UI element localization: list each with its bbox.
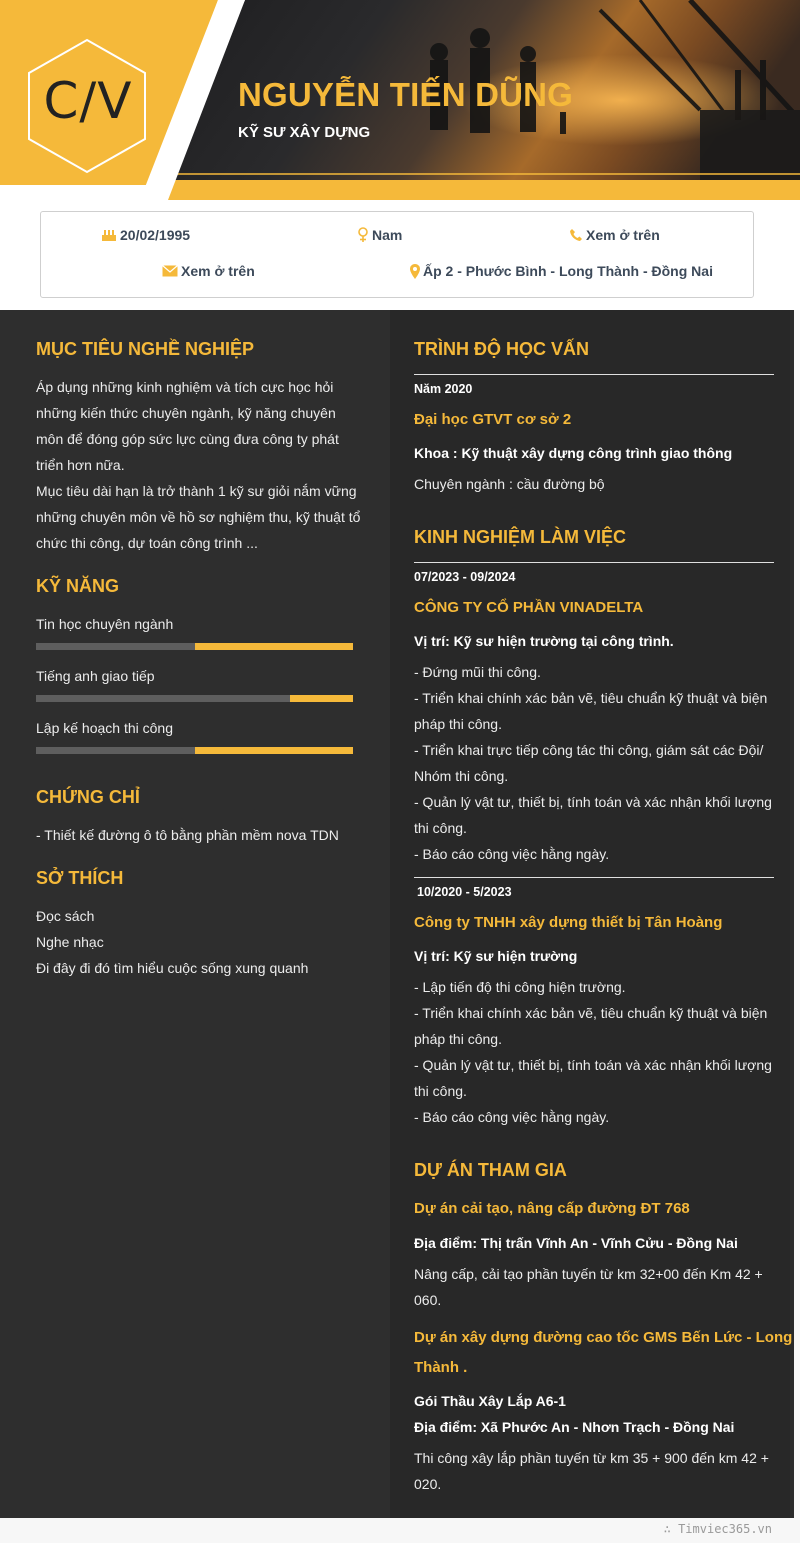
- birthday-cake-icon: [101, 228, 117, 242]
- project-desc-line: 020.: [414, 1476, 442, 1492]
- contact-email: [162, 263, 255, 279]
- job-duty-line: Nhóm thi công.: [414, 768, 509, 784]
- job-duty-line: - Triển khai chính xác bản vẽ, tiêu chuẩn kỹ thuật và biện: [414, 1005, 768, 1021]
- job-position: Vị trí: Kỹ sư hiện trường: [414, 948, 578, 964]
- job-period: 10/2020 - 5/2023: [417, 885, 512, 899]
- contact-gender: [357, 227, 402, 243]
- education-faculty: Khoa : Kỹ thuật xây dựng công trình giao thông: [414, 445, 733, 461]
- address-value: Ấp 2 - Phước Bình - Long Thành - Đồng Nai: [423, 263, 713, 279]
- education-title: TRÌNH ĐỘ HỌC VẤN: [414, 339, 589, 359]
- job-duty-line: pháp thi công.: [414, 1031, 502, 1047]
- job-duty-line: - Triển khai trực tiếp công tác thi công, giám sát các Đội/: [414, 742, 764, 758]
- hobbies-title: SỞ THÍCH: [36, 868, 124, 888]
- job-duty-line: - Quản lý vật tư, thiết bị, tính toán và xác nhận khối lượng: [414, 1057, 772, 1073]
- phone-value: Xem ở trên: [586, 227, 660, 243]
- job-duty-line: pháp thi công.: [414, 716, 502, 732]
- certificate-item: - Thiết kế đường ô tô bằng phần mềm nova TDN: [36, 827, 339, 843]
- skill-bar: [36, 747, 353, 754]
- hobby-item: Đọc sách: [36, 908, 95, 924]
- certificates-title: CHỨNG CHỈ: [36, 787, 140, 807]
- education-year: Năm 2020: [414, 382, 473, 396]
- skill-label: Tin học chuyên ngành: [36, 616, 174, 632]
- job-duty-line: thi công.: [414, 820, 467, 836]
- hobby-item: Nghe nhạc: [36, 934, 104, 950]
- birthday-value: 20/02/1995: [120, 227, 191, 243]
- objective-line: những chuyên môn về hồ sơ nghiệm thu, kỹ thuật tổ: [36, 509, 361, 525]
- project-desc-line: Nâng cấp, cải tạo phần tuyến từ km 32+00 đến Km 42 +: [414, 1266, 763, 1282]
- job-duty-line: thi công.: [414, 1083, 467, 1099]
- project-desc-line: Thi công xây lắp phần tuyến từ km 35 + 900 đến km 42 +: [414, 1450, 769, 1466]
- job-duty-line: - Quản lý vật tư, thiết bị, tính toán và xác nhận khối lượng: [414, 794, 772, 810]
- job-position: Vị trí: Kỹ sư hiện trường tại công trình.: [414, 633, 674, 649]
- section-divider: [414, 562, 774, 563]
- skill-bar: [36, 643, 353, 650]
- projects-title: DỰ ÁN THAM GIA: [414, 1160, 567, 1180]
- objective-line: Mục tiêu dài hạn là trở thành 1 kỹ sư giỏi nắm vững: [36, 483, 357, 499]
- project-name: Thành .: [414, 1359, 468, 1376]
- skill-label: Tiếng anh giao tiếp: [36, 668, 155, 684]
- contact-section: [0, 200, 800, 310]
- objective-line: những kiến thức chuyên ngành, kỹ năng chuyên: [36, 405, 336, 421]
- email-value: Xem ở trên: [181, 263, 255, 279]
- objective-line: Áp dụng những kinh nghiệm và tích cực học hỏi: [36, 379, 334, 395]
- project-package: Gói Thầu Xây Lắp A6-1: [414, 1393, 566, 1409]
- skill-bar-fill: [195, 643, 354, 650]
- project-desc-line: 060.: [414, 1292, 442, 1308]
- project-location: Địa điểm: Thị trấn Vĩnh An - Vĩnh Cửu - Đồng Nai: [414, 1235, 738, 1251]
- gender-icon: [357, 227, 369, 243]
- cv-logo-text: C/V: [43, 72, 133, 130]
- left-column: [0, 310, 390, 1518]
- job-duty-line: - Lập tiến độ thi công hiện trường.: [414, 979, 626, 995]
- project-name: Dự án cải tạo, nâng cấp đường ĐT 768: [414, 1200, 690, 1217]
- job-company: Công ty TNHH xây dựng thiết bị Tân Hoàng: [414, 914, 723, 931]
- right-column: [390, 310, 794, 1518]
- project-location: Địa điểm: Xã Phước An - Nhơn Trạch - Đồng Nai: [414, 1419, 735, 1435]
- job-duty-line: - Báo cáo công việc hằng ngày.: [414, 846, 610, 862]
- objective-title: MỤC TIÊU NGHỀ NGHIỆP: [36, 339, 255, 359]
- objective-line: chức thi công, dự toán công trình ...: [36, 535, 258, 551]
- experience-title: KINH NGHIỆM LÀM VIỆC: [414, 527, 627, 547]
- objective-line: triển hơn nữa.: [36, 457, 125, 473]
- contact-birthday: [101, 227, 190, 243]
- section-divider: [414, 374, 774, 375]
- candidate-name: NGUYỄN TIẾN DŨNG: [238, 76, 574, 113]
- phone-icon: [569, 228, 583, 242]
- gender-value: Nam: [372, 227, 403, 243]
- objective-line: môn để đóng góp sức lực cùng đưa công ty phát: [36, 431, 339, 447]
- site-watermark: ∴ Timviec365.vn: [663, 1522, 772, 1536]
- skill-bar-fill: [195, 747, 354, 754]
- education-major: Chuyên ngành : cầu đường bộ: [414, 476, 605, 492]
- location-pin-icon: [410, 264, 420, 279]
- education-school: Đại học GTVT cơ sở 2: [414, 411, 572, 428]
- contact-box: [40, 211, 754, 298]
- job-divider: [414, 877, 774, 878]
- skills-title: KỸ NĂNG: [36, 576, 120, 596]
- job-period: 07/2023 - 09/2024: [414, 570, 516, 584]
- job-company: CÔNG TY CỔ PHẦN VINADELTA: [414, 599, 644, 616]
- job-title: KỸ SƯ XÂY DỰNG: [238, 124, 371, 141]
- skill-bar-fill: [290, 695, 353, 702]
- contact-address: [410, 263, 713, 279]
- hobby-item: Đi đây đi đó tìm hiểu cuộc sống xung quanh: [36, 960, 309, 976]
- job-duty-line: - Báo cáo công việc hằng ngày.: [414, 1109, 610, 1125]
- job-duty-line: - Triển khai chính xác bản vẽ, tiêu chuẩn kỹ thuật và biện: [414, 690, 768, 706]
- skill-bar: [36, 695, 353, 702]
- skill-label: Lập kế hoạch thi công: [36, 720, 173, 736]
- job-duty-line: - Đứng mũi thi công.: [414, 664, 541, 680]
- project-name: Dự án xây dựng đường cao tốc GMS Bến Lức - Long: [414, 1329, 793, 1346]
- email-icon: [162, 265, 178, 277]
- cv-header: [0, 0, 800, 200]
- page-footer: [0, 1518, 800, 1543]
- cv-body: [0, 310, 794, 1518]
- contact-phone: [569, 227, 660, 243]
